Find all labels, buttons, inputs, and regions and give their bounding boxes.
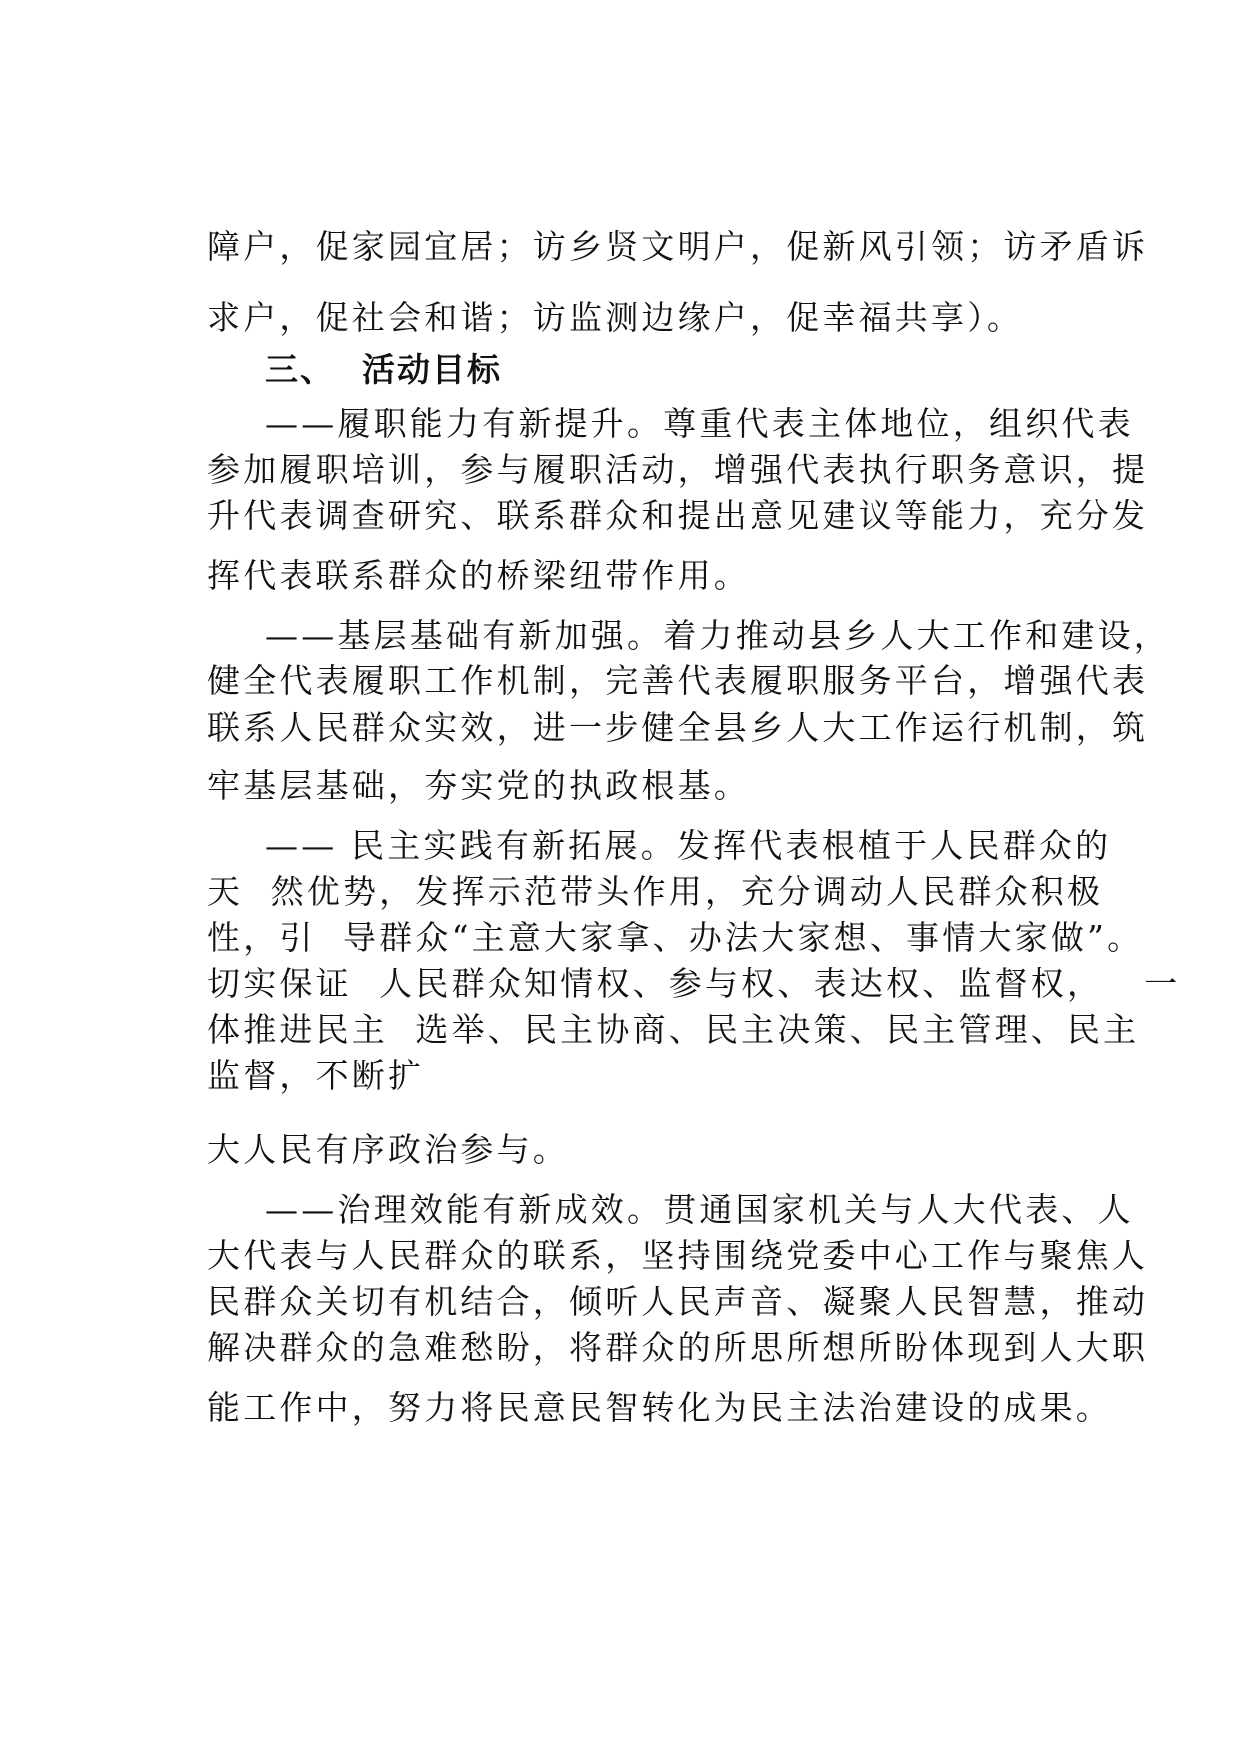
paragraph-line: 参加履职培训，参与履职活动，增强代表执行职务意识，提 [207,450,1149,489]
paragraph-line: 升代表调查研究、联系群众和提出意见建议等能力，充分发 [207,496,1149,535]
paragraph-line: ——履职能力有新提升。尊重代表主体地位，组织代表 [265,404,1134,443]
paragraph-line: 大人民有序政治参与。 [207,1130,569,1169]
paragraph-line: 健全代表履职工作机制，完善代表履职服务平台，增强代表 [207,661,1149,700]
text-line: 障户，促家园宜居；访乡贤文明户，促新风引领；访矛盾诉 [207,227,1149,266]
paragraph-line: 监督，不断扩 [207,1056,425,1095]
section-heading: 三、 活动目标 [265,350,502,389]
paragraph-line: 解决群众的急难愁盼，将群众的所思所想所盼体现到人大职 [207,1328,1149,1367]
paragraph-line: 性，引 导群众“主意大家拿、办法大家想、事情大家做”。 [207,918,1144,957]
paragraph-line: 挥代表联系群众的桥梁纽带作用。 [207,556,750,595]
paragraph-line: ——基层基础有新加强。着力推动县乡人大工作和建设， [265,616,1170,655]
paragraph-line: 能工作中，努力将民意民智转化为民主法治建设的成果。 [207,1388,1112,1427]
paragraph-line: 天 然优势，发挥示范带头作用，充分调动人民群众积极 [207,872,1104,911]
paragraph-line: 联系人民群众实效，进一步健全县乡人大工作运行机制，筑 [207,708,1149,747]
paragraph-line: 体推进民主 选举、民主协商、民主决策、民主管理、民主 [207,1010,1140,1049]
paragraph-line: ——治理效能有新成效。贯通国家机关与人大代表、人 [265,1190,1134,1229]
paragraph-line: —— 民主实践有新拓展。发挥代表根植于人民群众的 [265,826,1112,865]
paragraph-line: 切实保证 人民群众知情权、参与权、表达权、监督权， 一 [207,964,1181,1003]
paragraph-line: 民群众关切有机结合，倾听人民声音、凝聚人民智慧，推动 [207,1282,1149,1321]
paragraph-line: 大代表与人民群众的联系，坚持围绕党委中心工作与聚焦人 [207,1236,1149,1275]
paragraph-line: 牢基层基础，夯实党的执政根基。 [207,766,750,805]
text-line: 求户，促社会和谐；访监测边缘户，促幸福共享）。 [207,298,1024,337]
